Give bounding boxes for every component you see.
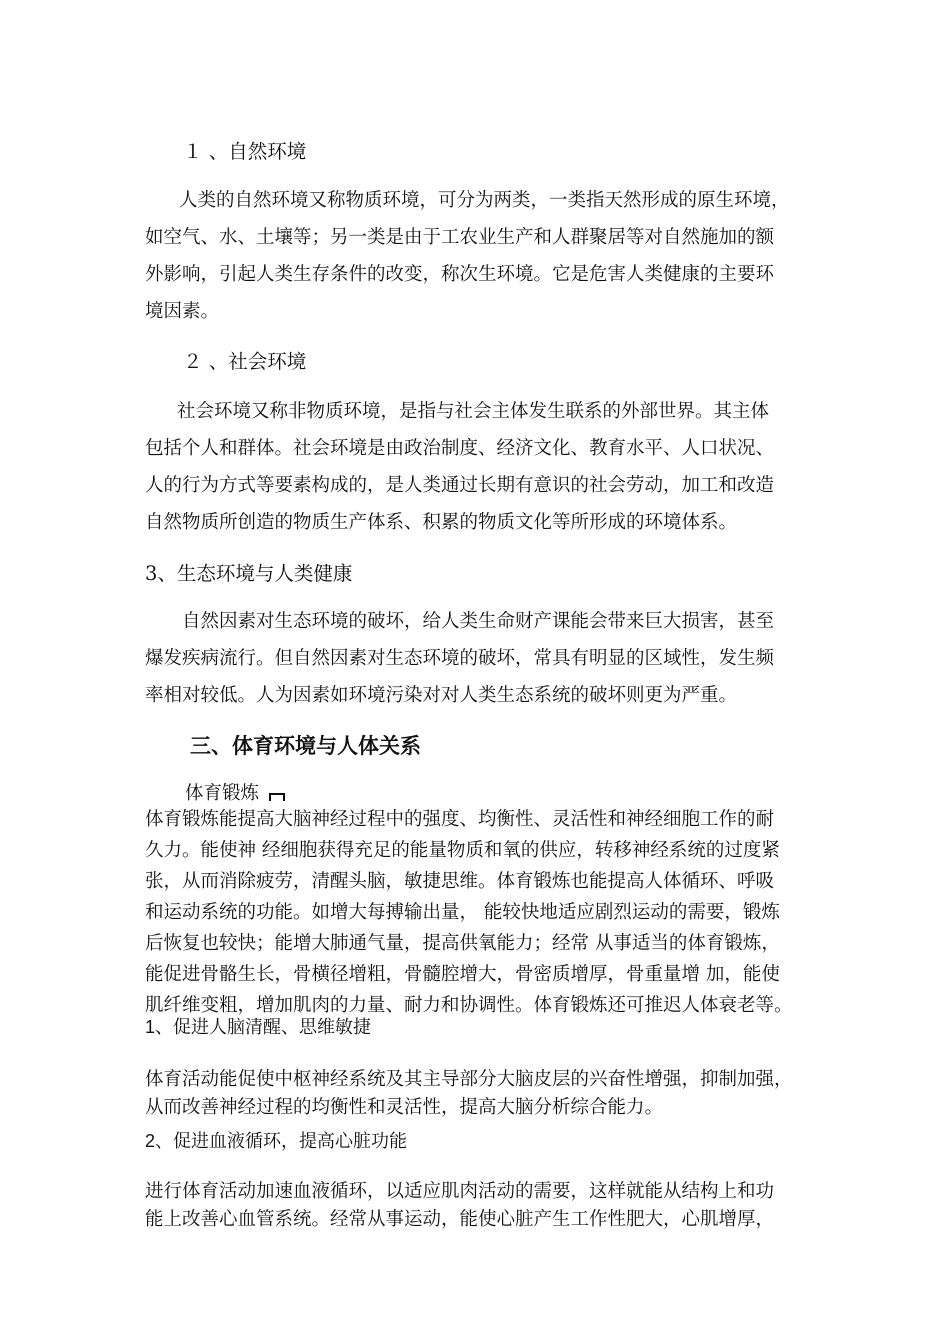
paragraph-line: 外影响，引起人类生存条件的改变，称次生环境。它是危害人类健康的主要环 [145,264,775,285]
paragraph-brain [145,1066,793,1122]
paragraph-line: 后恢复也较快；能增大肺通气量，提高供氧能力；经常 从事适当的体育锻炼， [145,933,780,954]
paragraph-line: 和运动系统的功能。如增大每搏输出量， 能较快地适应剧烈运动的需要，锻炼 [145,902,780,923]
paragraph-line: 包括个人和群体。社会环境是由政治制度、经济文化、教育水平、人口状况、 [145,438,775,459]
section-heading-ecological-environment: 3、生态环境与人类健康 [145,562,353,585]
paragraph-line: 从而改善神经过程的均衡性和灵活性，提高大脑分析综合能力。 [145,1097,664,1118]
paragraph-social-environment [145,393,774,541]
paragraph-line: 进行体育活动加速血液循环，以适应肌肉活动的需要，这样就能从结构上和功 [145,1181,775,1202]
bracket-mark-icon [269,793,285,801]
paragraph-natural-environment [145,182,790,330]
paragraph-line: 人类的自然环境又称物质环境，可分为两类，一类指天然形成的原生环境， [179,190,790,211]
section-heading-natural-environment: １ 、自然环境 [183,140,307,163]
paragraph-line: 率相对较低。人为因素如环境污染对对人类生态系统的破坏则更为严重。 [145,685,738,706]
paragraph-line: 境因素。 [145,301,220,322]
paragraph-line: 自然物质所创造的物质生产体系、积累的物质文化等所形成的环境体系。 [145,512,738,533]
paragraph-line: 自然因素对生态环境的破坏，给人类生命财产课能会带来巨大损害，甚至 [182,611,775,632]
subheading-label: 体育锻炼 [185,783,260,804]
paragraph-line: 体育活动能促使中枢神经系统及其主导部分大脑皮层的兴奋性增强，抑制加强， [145,1069,793,1090]
item-heading-circulation: 2、促进血液循环，提高心脏功能 [145,1131,408,1151]
paragraph-line: 能促进骨骼生长，骨横径增粗，骨髓腔增大，骨密质增厚，骨重量增 加，能使 [145,964,780,985]
paragraph-line: 能上改善心血管系统。经常从事运动，能使心脏产生工作性肥大，心肌增厚， [145,1209,775,1230]
paragraph-line: 爆发疾病流行。但自然因素对生态环境的破坏，常具有明显的区域性，发生频 [145,648,775,669]
paragraph-line: 肌纤维变粗，增加肌肉的力量、耐力和协调性。体育锻炼还可推迟人体衰老等。 [145,995,793,1016]
paragraph-line: 如空气、水、土壤等；另一类是由于工农业生产和人群聚居等对自然施加的额 [145,227,775,248]
paragraph-line: 人的行为方式等要素构成的，是人类通过长期有意识的社会劳动，加工和改造 [145,475,775,496]
paragraph-line: 久力。能使神 经细胞获得充足的能量物质和氧的供应，转移神经系统的过度紧 [145,840,780,861]
paragraph-circulation [145,1178,774,1234]
paragraph-line: 张，从而消除疲劳，清醒头脑，敏捷思维。体育锻炼也能提高人体循环、呼吸 [145,871,775,892]
chapter-heading-sports-environment: 三、体育环境与人体关系 [190,733,421,758]
section-heading-social-environment: ２ 、社会环境 [183,350,307,373]
paragraph-ecological-environment [145,603,774,714]
paragraph-physical-exercise [145,804,793,1021]
paragraph-line: 体育锻炼能提高大脑神经过程中的强度、均衡性、灵活性和神经细胞工作的耐 [145,809,775,830]
paragraph-line: 社会环境又称非物质环境，是指与社会主体发生联系的外部世界。其主体 [177,401,770,422]
item-heading-brain: 1、促进人脑清醒、思维敏捷 [145,1017,372,1037]
